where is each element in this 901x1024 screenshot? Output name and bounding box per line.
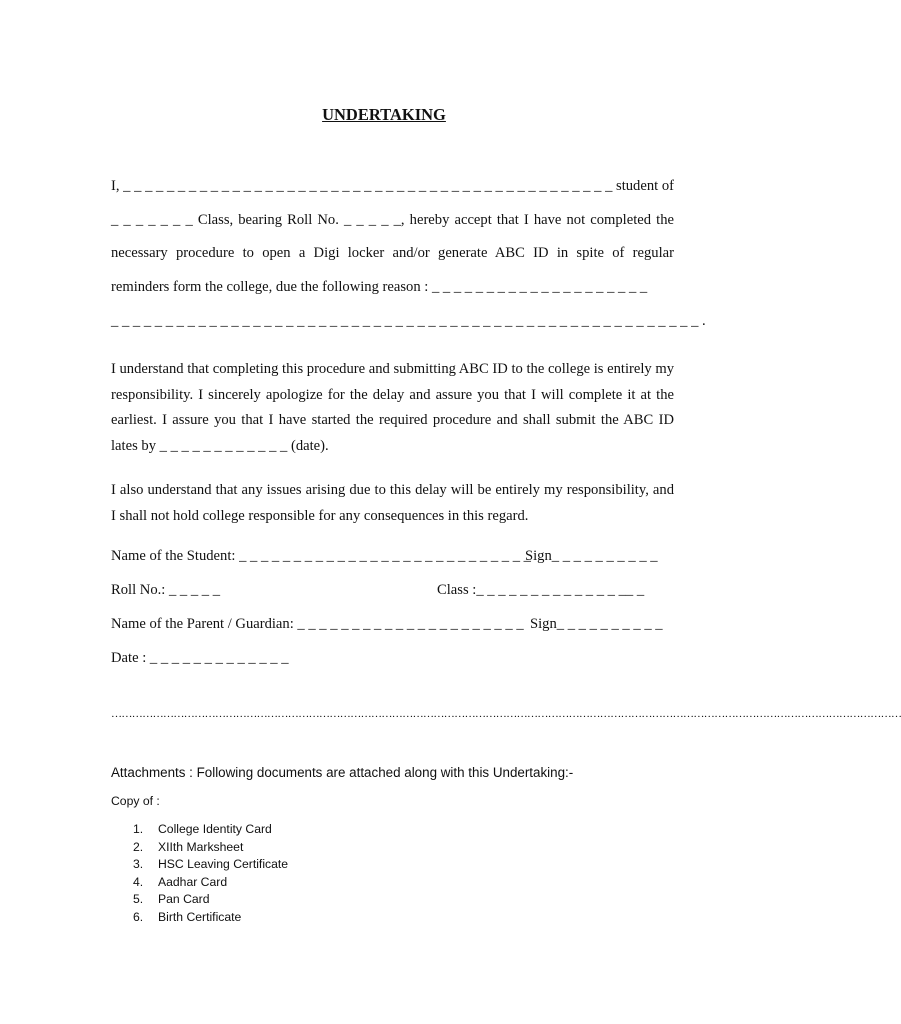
intro-line-4: reminders form the college, due the following reason : _ _ _ _ _ _ _ _ _ _ _ _ _ _ _ _ _ _ _ _ [111, 279, 648, 295]
parent-sign-field: Sign_ _ _ _ _ _ _ _ _ _ [530, 616, 663, 632]
item-number: 2. [133, 839, 144, 854]
attachments-list [111, 821, 288, 926]
attachment-item [111, 874, 288, 892]
student-sign-field: Sign_ _ _ _ _ _ _ _ _ _ [525, 548, 658, 564]
attachment-item [111, 891, 288, 909]
item-number: 1. [133, 822, 144, 836]
class-field: Class :_ _ _ _ _ _ _ _ _ _ _ _ _ __ _ [437, 582, 645, 598]
intro-line-5: _ _ _ _ _ _ _ _ _ _ _ _ _ _ _ _ _ _ _ _ _ _ _ _ _ _ _ _ _ _ _ _ _ _ _ _ _ _ _ _ _ _ _ _ _ _ _ _ _ _ _ _ _ _ . [111, 313, 706, 329]
dotted-separator: ………………………………………………………………………………………………………………………………………………………………………………………………………… [111, 708, 901, 720]
item-number: 5. [133, 892, 144, 906]
parent-name-field: Name of the Parent / Guardian: _ _ _ _ _ _ _ _ _ _ _ _ _ _ _ _ _ _ _ _ _ [111, 616, 524, 632]
attachment-item [111, 839, 288, 857]
item-label: Pan Card [158, 892, 210, 906]
attachment-item [111, 821, 288, 839]
attachment-item [111, 856, 288, 874]
attachment-item [111, 909, 288, 927]
intro-line-3: necessary procedure to open a Digi locker and/or generate ABC ID in spite of regular [111, 245, 674, 261]
responsibility-paragraph: I understand that completing this procedure and submitting ABC ID to the college is entirely my responsibility. I sincerely apologize for the delay and assure you that I will complete it at the earliest. I assure you that I have started the required procedure and shall submit the ABC ID lates by _ _ _ _ _ _ _ _ _ _ _ _ (date). [111, 361, 674, 455]
item-label: Aadhar Card [158, 874, 228, 889]
consequences-paragraph: I also understand that any issues arising due to this delay will be entirely my responsibility, and I shall not hold college responsible for any consequences in this regard. [111, 482, 674, 524]
document-title: UNDERTAKING [322, 105, 446, 124]
roll-no-field: Roll No.: _ _ _ _ _ [111, 582, 221, 598]
item-number: 3. [133, 857, 144, 871]
date-field: Date : _ _ _ _ _ _ _ _ _ _ _ _ _ [111, 650, 289, 666]
intro-line-1: I, _ _ _ _ _ _ _ _ _ _ _ _ _ _ _ _ _ _ _ _ _ _ _ _ _ _ _ _ _ _ _ _ _ _ _ _ _ _ _ _ _ _ _ _ _ student of [111, 178, 674, 194]
item-number: 4. [133, 874, 144, 889]
copy-of-label: Copy of : [111, 794, 160, 808]
item-label: Birth Certificate [158, 909, 242, 924]
item-number: 6. [133, 909, 144, 924]
intro-line-2: _ _ _ _ _ _ _ Class, bearing Roll No. _ _ _ _ _, hereby accept that I have not completed the [111, 212, 674, 228]
item-label: XIIth Marksheet [158, 839, 244, 854]
student-name-field: Name of the Student: _ _ _ _ _ _ _ _ _ _ _ _ _ _ _ _ _ _ _ _ _ _ _ _ _ _ _ [111, 548, 531, 564]
item-label: HSC Leaving Certificate [158, 857, 289, 871]
item-label: College Identity Card [158, 822, 272, 836]
attachments-heading: Attachments : Following documents are attached along with this Undertaking:- [111, 765, 574, 780]
